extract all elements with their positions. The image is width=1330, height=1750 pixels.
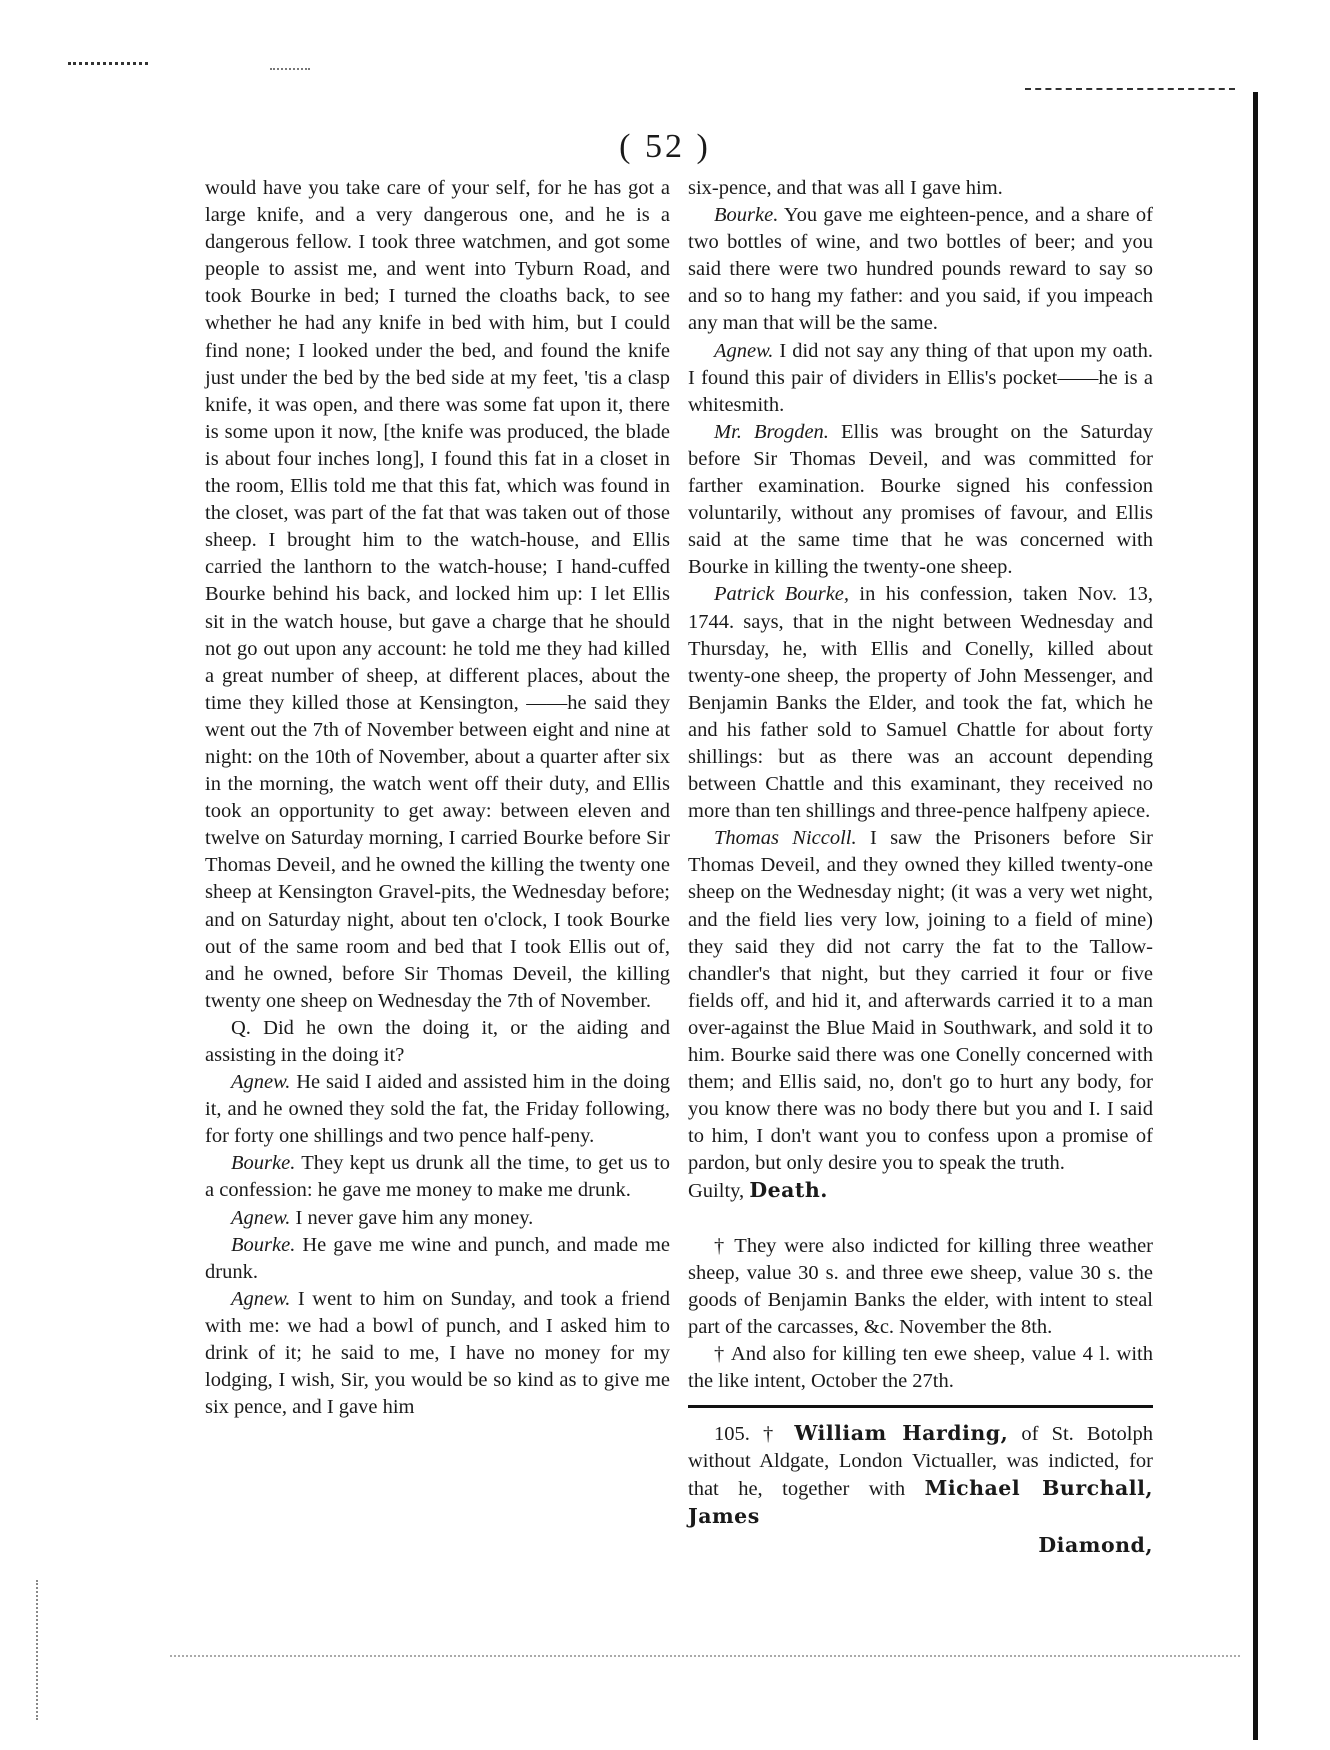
paragraph-bourke-wine: [205, 1232, 670, 1286]
paragraph-bourke-reply: [205, 1150, 670, 1204]
page-number: ( 52 ): [619, 128, 711, 165]
dagger-mark: †: [749, 1423, 795, 1446]
paragraph-text: of St. Botolph without Aldgate, London Victualler, was indicted, for that he, together with: [688, 1423, 1153, 1501]
speaker-name: Thomas Niccoll.: [714, 827, 857, 850]
paragraph-bourke-eighteen-pence: [688, 202, 1153, 337]
paragraph-agnew-dividers: [688, 338, 1153, 419]
case-number: 105.: [714, 1423, 750, 1446]
verdict-label: Guilty,: [688, 1180, 750, 1203]
speaker-name: Mr. Brogden.: [714, 420, 829, 443]
margin-bar: [1253, 92, 1258, 1740]
paragraph-text: Ellis was brought on the Saturday before Sir Thomas Deveil, and was committed for farther examination. Bourke signed his confession voluntarily, without any promises of favour, and Ellis said at the same time that he was concerned with Bourke in killing the twenty-one sheep.: [688, 420, 1153, 579]
right-column: [688, 175, 1153, 1559]
paragraph-spacer: [688, 1206, 1153, 1233]
paragraph-bourke-confession: [688, 581, 1153, 825]
paragraph-indictment-weather-sheep: † They were also indicted for killing three weather sheep, value 30 s. and three ewe sheep, value 30 s. the goods of Benjamin Banks the elder, with intent to steal part of the carcasses, &c. November the 8th.: [688, 1234, 1153, 1338]
catchword: Diamond,: [1038, 1532, 1153, 1557]
paragraph-text: I saw the Prisoners before Sir Thomas Deveil, and they owned they killed twenty-one sheep on the Wednesday night; (it was a very wet night, and the field lies very low, joining to a field of mine) they said they did not carry the fat to the Tallow-chandler's that night, but they carried it four or five fields off, and hid it, and afterwards carried it to a man over-against the Blue Maid in Southwark, and sold it to him. Bourke said there was one Conelly concerned with them; and Ellis said, no, don't go to hurt any body, for you know there was no body there but you and I. I said to him, I don't want you to confess upon a promise of pardon, but only desire you to speak the truth.: [688, 827, 1153, 1175]
codefendant-names: Michael Burchall, James: [688, 1476, 1153, 1529]
top-left-smudge: [68, 62, 148, 65]
paragraph-niccoll: [688, 825, 1153, 1177]
bottom-dots: [170, 1655, 1240, 1657]
speaker-name: Agnew.: [231, 1287, 291, 1310]
speaker-name: Patrick Bourke,: [714, 583, 850, 606]
paragraph-text: I never gave him any money.: [290, 1206, 534, 1229]
speaker-name: Agnew.: [231, 1206, 291, 1229]
paragraph-text: You gave me eighteen-pence, and a share of two bottles of wine, and two bottles of beer; and you said there were two hundred pounds reward to say so and so to hang my father: and you said, if you impeach any man that will be the same.: [688, 204, 1153, 335]
left-column: [205, 175, 670, 1421]
speaker-name: Agnew.: [231, 1071, 291, 1094]
top-dash-line: [1025, 88, 1235, 90]
speaker-name: Bourke.: [231, 1152, 296, 1175]
paragraph-agnew-sunday: [205, 1286, 670, 1421]
paragraph-continuation: six-pence, and that was all I gave him.: [688, 177, 1003, 199]
verdict-text: Death.: [749, 1178, 828, 1203]
speaker-name: Bourke.: [714, 204, 779, 227]
section-divider: [688, 1405, 1153, 1408]
paragraph-indictment-ewe-sheep: † And also for killing ten ewe sheep, value 4 l. with the like intent, October the 27th.: [688, 1342, 1153, 1393]
paragraph-brogden: [688, 419, 1153, 582]
paragraph-question: Q. Did he own the doing it, or the aiding and assisting in the doing it?: [205, 1016, 670, 1066]
paragraph-text: They kept us drunk all the time, to get us to a confession: he gave me money to make me drunk.: [205, 1152, 670, 1202]
speaker-name: Agnew.: [714, 339, 774, 362]
defendant-name: William Harding,: [794, 1421, 1009, 1446]
paragraph-text: He gave me wine and punch, and made me drunk.: [205, 1233, 670, 1283]
paragraph-agnew-reply: [205, 1069, 670, 1150]
paragraph-case-105: [688, 1420, 1153, 1531]
paragraph-text: He said I aided and assisted him in the doing it, and he owned they sold the fat, the Friday following, for forty one shillings and two pence half-peny.: [205, 1071, 670, 1148]
paragraph-text: in his confession, taken Nov. 13, 1744. says, that in the night between Wednesday and Thursday, he, with Ellis and Conelly, killed about twenty-one sheep, the property of John Messenger, and Benjamin Banks the Elder, and took the fat, which he and his father sold to Samuel Chattle for about forty shillings: but as there was an account depending between Chattle and this examinant, they received no more than ten shillings and three-pence halfpeny apiece.: [688, 583, 1153, 823]
speaker-name: Bourke.: [231, 1233, 296, 1256]
paragraph-agnew-denial: [205, 1205, 670, 1232]
top-dots: [270, 68, 310, 70]
paragraph-text: I went to him on Sunday, and took a friend with me: we had a bowl of punch, and I asked him to drink of it; he said to me, I have no money for my lodging, I wish, Sir, you would be so kind as to give me six pence, and I gave him: [205, 1287, 670, 1419]
paragraph-agnew-testimony: would have you take care of your self, for he has got a large knife, and a very dangerous one, and he is a dangerous fellow. I took three watchmen, and got some people to assist me, and went into Tyburn Road, and took Bourke in bed; I turned the cloaths back, to see whether he had any knife in bed with him, but I could find none; I looked under the bed, and found the knife just under the bed by the bed side at my feet, 'tis a clasp knife, it was open, and there was some fat upon it, there is some upon it now, [the knife was produced, the blade is about four inches long], I found this fat in a closet in the room, Ellis told me that this fat, which was found in the closet, was part of the fat that was taken out of those sheep. I brought him to the watch-house, and Ellis carried the lanthorn to the watch-house; I hand-cuffed Bourke behind his back, and locked him up: I let Ellis sit in the watch house, but gave a charge that he should not go out upon any account: he told me they had killed a great number of sheep, at different places, about the time they killed those at Kensington, ——he said they went out the 7th of November between eight and nine at night: on the 10th of November, about a quarter after six in the morning, the watch went off their duty, and Ellis took an opportunity to get away: between eleven and twelve on Saturday morning, I carried Bourke before Sir Thomas Deveil, and he owned the killing the twenty one sheep at Kensington Gravel-pits, the Wednesday before; and on Saturday night, about ten o'clock, I took Bourke out of the same room and bed that I took Ellis out of, and he owned, before Sir Thomas Deveil, the killing twenty one sheep on Wednesday the 7th of November.: [205, 177, 670, 1012]
left-edge-dots: [36, 1580, 38, 1720]
verdict-line: [688, 1177, 1153, 1205]
paragraph-text: I did not say any thing of that upon my oath. I found this pair of dividers in Ellis's pocket——he is a whitesmith.: [688, 339, 1153, 416]
